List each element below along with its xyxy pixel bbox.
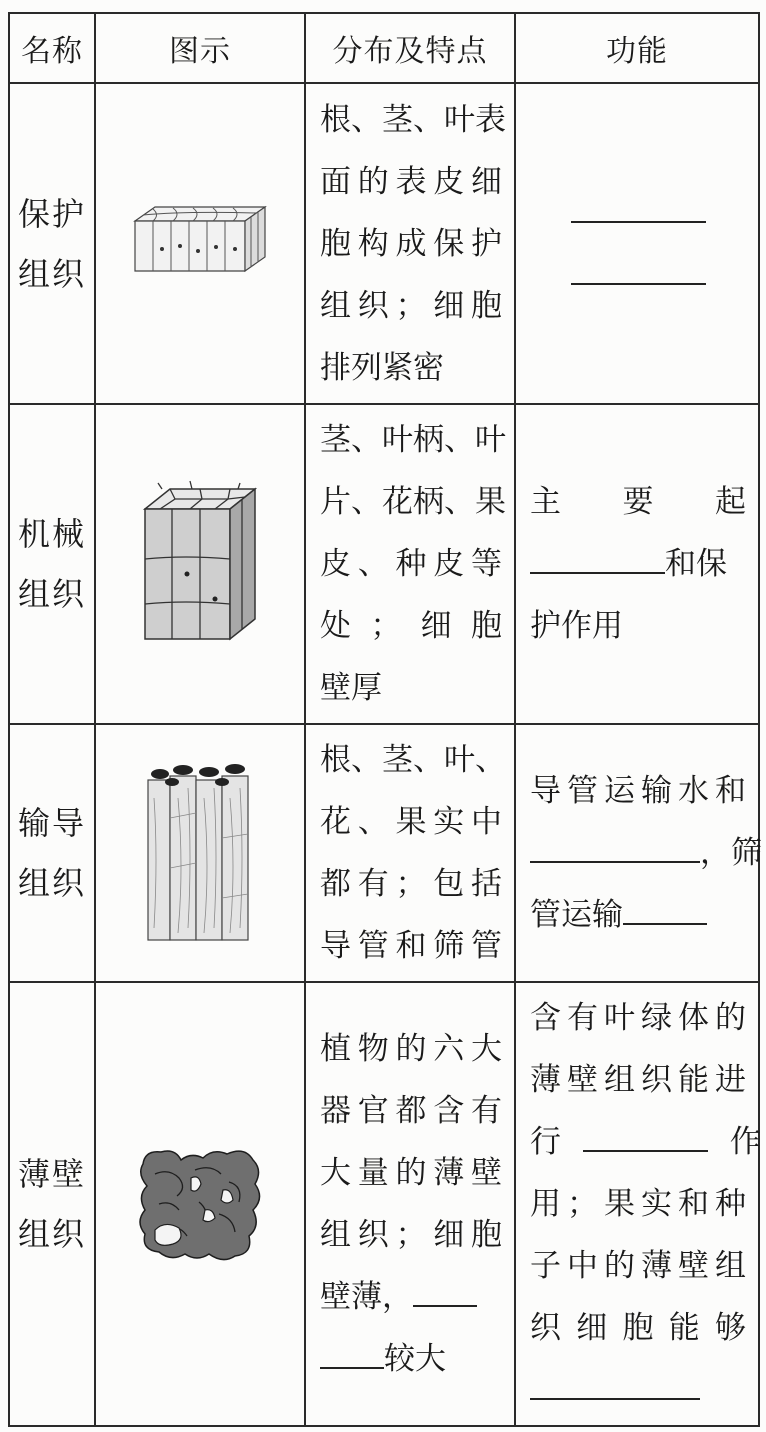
answer-blank[interactable] xyxy=(530,182,746,244)
tissue-name-line: 薄壁 xyxy=(17,1155,86,1193)
tissue-name-line: 机械 xyxy=(17,515,86,553)
answer-blank[interactable] xyxy=(530,1364,700,1400)
tissue-name-line: 输导 xyxy=(17,804,86,842)
tissue-name-cell xyxy=(9,724,95,982)
figure-cell xyxy=(95,83,305,404)
header-figure: 图示 xyxy=(95,13,305,83)
distribution-text: 较大 xyxy=(384,1341,446,1377)
distribution-cell xyxy=(305,724,515,982)
distribution-text: 壁薄， xyxy=(320,1279,413,1315)
tissue-name-cell xyxy=(9,83,95,404)
answer-blank[interactable] xyxy=(413,1271,477,1307)
answer-blank[interactable] xyxy=(583,1116,708,1152)
distribution-line: 组织；细胞 xyxy=(320,287,502,324)
answer-blank[interactable] xyxy=(320,1333,384,1369)
function-line: 薄壁组织能进 xyxy=(530,1062,746,1098)
distribution-line: 处；细胞 xyxy=(320,608,502,644)
figure-cell xyxy=(95,724,305,982)
function-line: 织细胞能够 xyxy=(530,1310,746,1346)
header-distribution: 分布及特点 xyxy=(305,13,515,83)
tissue-name-cell xyxy=(9,404,95,724)
function-text: 行 xyxy=(530,1124,561,1160)
answer-blank[interactable] xyxy=(530,244,746,306)
function-text: 管运输 xyxy=(530,897,623,933)
distribution-line: 胞构成保护 xyxy=(320,225,502,262)
distribution-cell xyxy=(305,83,515,404)
function-line xyxy=(530,533,746,595)
function-line: 主 要 起 xyxy=(530,484,746,520)
distribution-line: 排列紧密 xyxy=(320,349,444,386)
function-line: 含有叶绿体的 xyxy=(530,1000,746,1036)
distribution-line: 器官都含有 xyxy=(320,1093,502,1129)
header-name: 名称 xyxy=(9,13,95,83)
distribution-line: 面的表皮细 xyxy=(320,163,502,200)
answer-blank[interactable] xyxy=(530,827,700,863)
conducting-tissue-illustration xyxy=(140,758,260,948)
tissue-name-cell xyxy=(9,982,95,1426)
distribution-line: 根、茎、叶、 xyxy=(320,742,506,778)
figure-cell xyxy=(95,982,305,1426)
tissue-name-line: 组织 xyxy=(17,864,86,902)
distribution-line: 植物的六大 xyxy=(320,1031,502,1067)
header-row xyxy=(9,13,759,83)
function-line xyxy=(530,1111,761,1173)
function-cell xyxy=(515,724,762,982)
protective-tissue-illustration xyxy=(125,199,275,289)
function-line xyxy=(530,822,762,884)
function-cell xyxy=(515,982,759,1426)
tissue-name-line: 保护 xyxy=(17,194,86,233)
table-row xyxy=(9,83,759,404)
answer-blank[interactable] xyxy=(530,538,665,574)
distribution-line: 壁厚 xyxy=(320,670,382,706)
tissue-name-line: 组织 xyxy=(17,575,86,613)
distribution-line: 根、茎、叶表 xyxy=(320,101,506,138)
distribution-line: 导管和筛管 xyxy=(320,928,502,964)
function-line xyxy=(530,1359,746,1421)
mechanical-tissue-illustration xyxy=(130,479,270,649)
distribution-line: 茎、叶柄、叶 xyxy=(320,422,506,458)
function-line: 导管运输水和 xyxy=(530,773,746,809)
tissue-name-line: 组织 xyxy=(17,254,86,293)
parenchyma-tissue-illustration xyxy=(135,1144,265,1264)
table-row xyxy=(9,724,759,982)
distribution-line: 大量的薄壁 xyxy=(320,1155,502,1191)
figure-cell xyxy=(95,404,305,724)
function-text: 作 xyxy=(729,1124,761,1160)
function-cell xyxy=(515,83,759,404)
distribution-line: 片、花柄、果 xyxy=(320,484,506,520)
function-text: 和保 xyxy=(665,546,727,582)
function-cell xyxy=(515,404,759,724)
distribution-cell xyxy=(305,404,515,724)
distribution-line: 皮、种皮等 xyxy=(320,546,502,582)
function-line: 用；果实和种 xyxy=(530,1186,746,1222)
function-text: ，筛 xyxy=(700,835,762,871)
plant-tissue-table xyxy=(8,12,760,1427)
function-line: 子中的薄壁组 xyxy=(530,1248,746,1284)
distribution-cell xyxy=(305,982,515,1426)
distribution-line xyxy=(320,1266,502,1328)
function-line: 护作用 xyxy=(530,608,623,644)
distribution-line: 花、果实中 xyxy=(320,804,502,840)
tissue-name-line: 组织 xyxy=(17,1215,86,1253)
function-line xyxy=(530,884,746,946)
header-function: 功能 xyxy=(515,13,759,83)
distribution-line xyxy=(320,1328,502,1390)
table-row xyxy=(9,404,759,724)
answer-blank[interactable] xyxy=(623,889,707,925)
distribution-line: 都有；包括 xyxy=(320,866,502,902)
table-row xyxy=(9,982,759,1426)
distribution-line: 组织；细胞 xyxy=(320,1217,502,1253)
